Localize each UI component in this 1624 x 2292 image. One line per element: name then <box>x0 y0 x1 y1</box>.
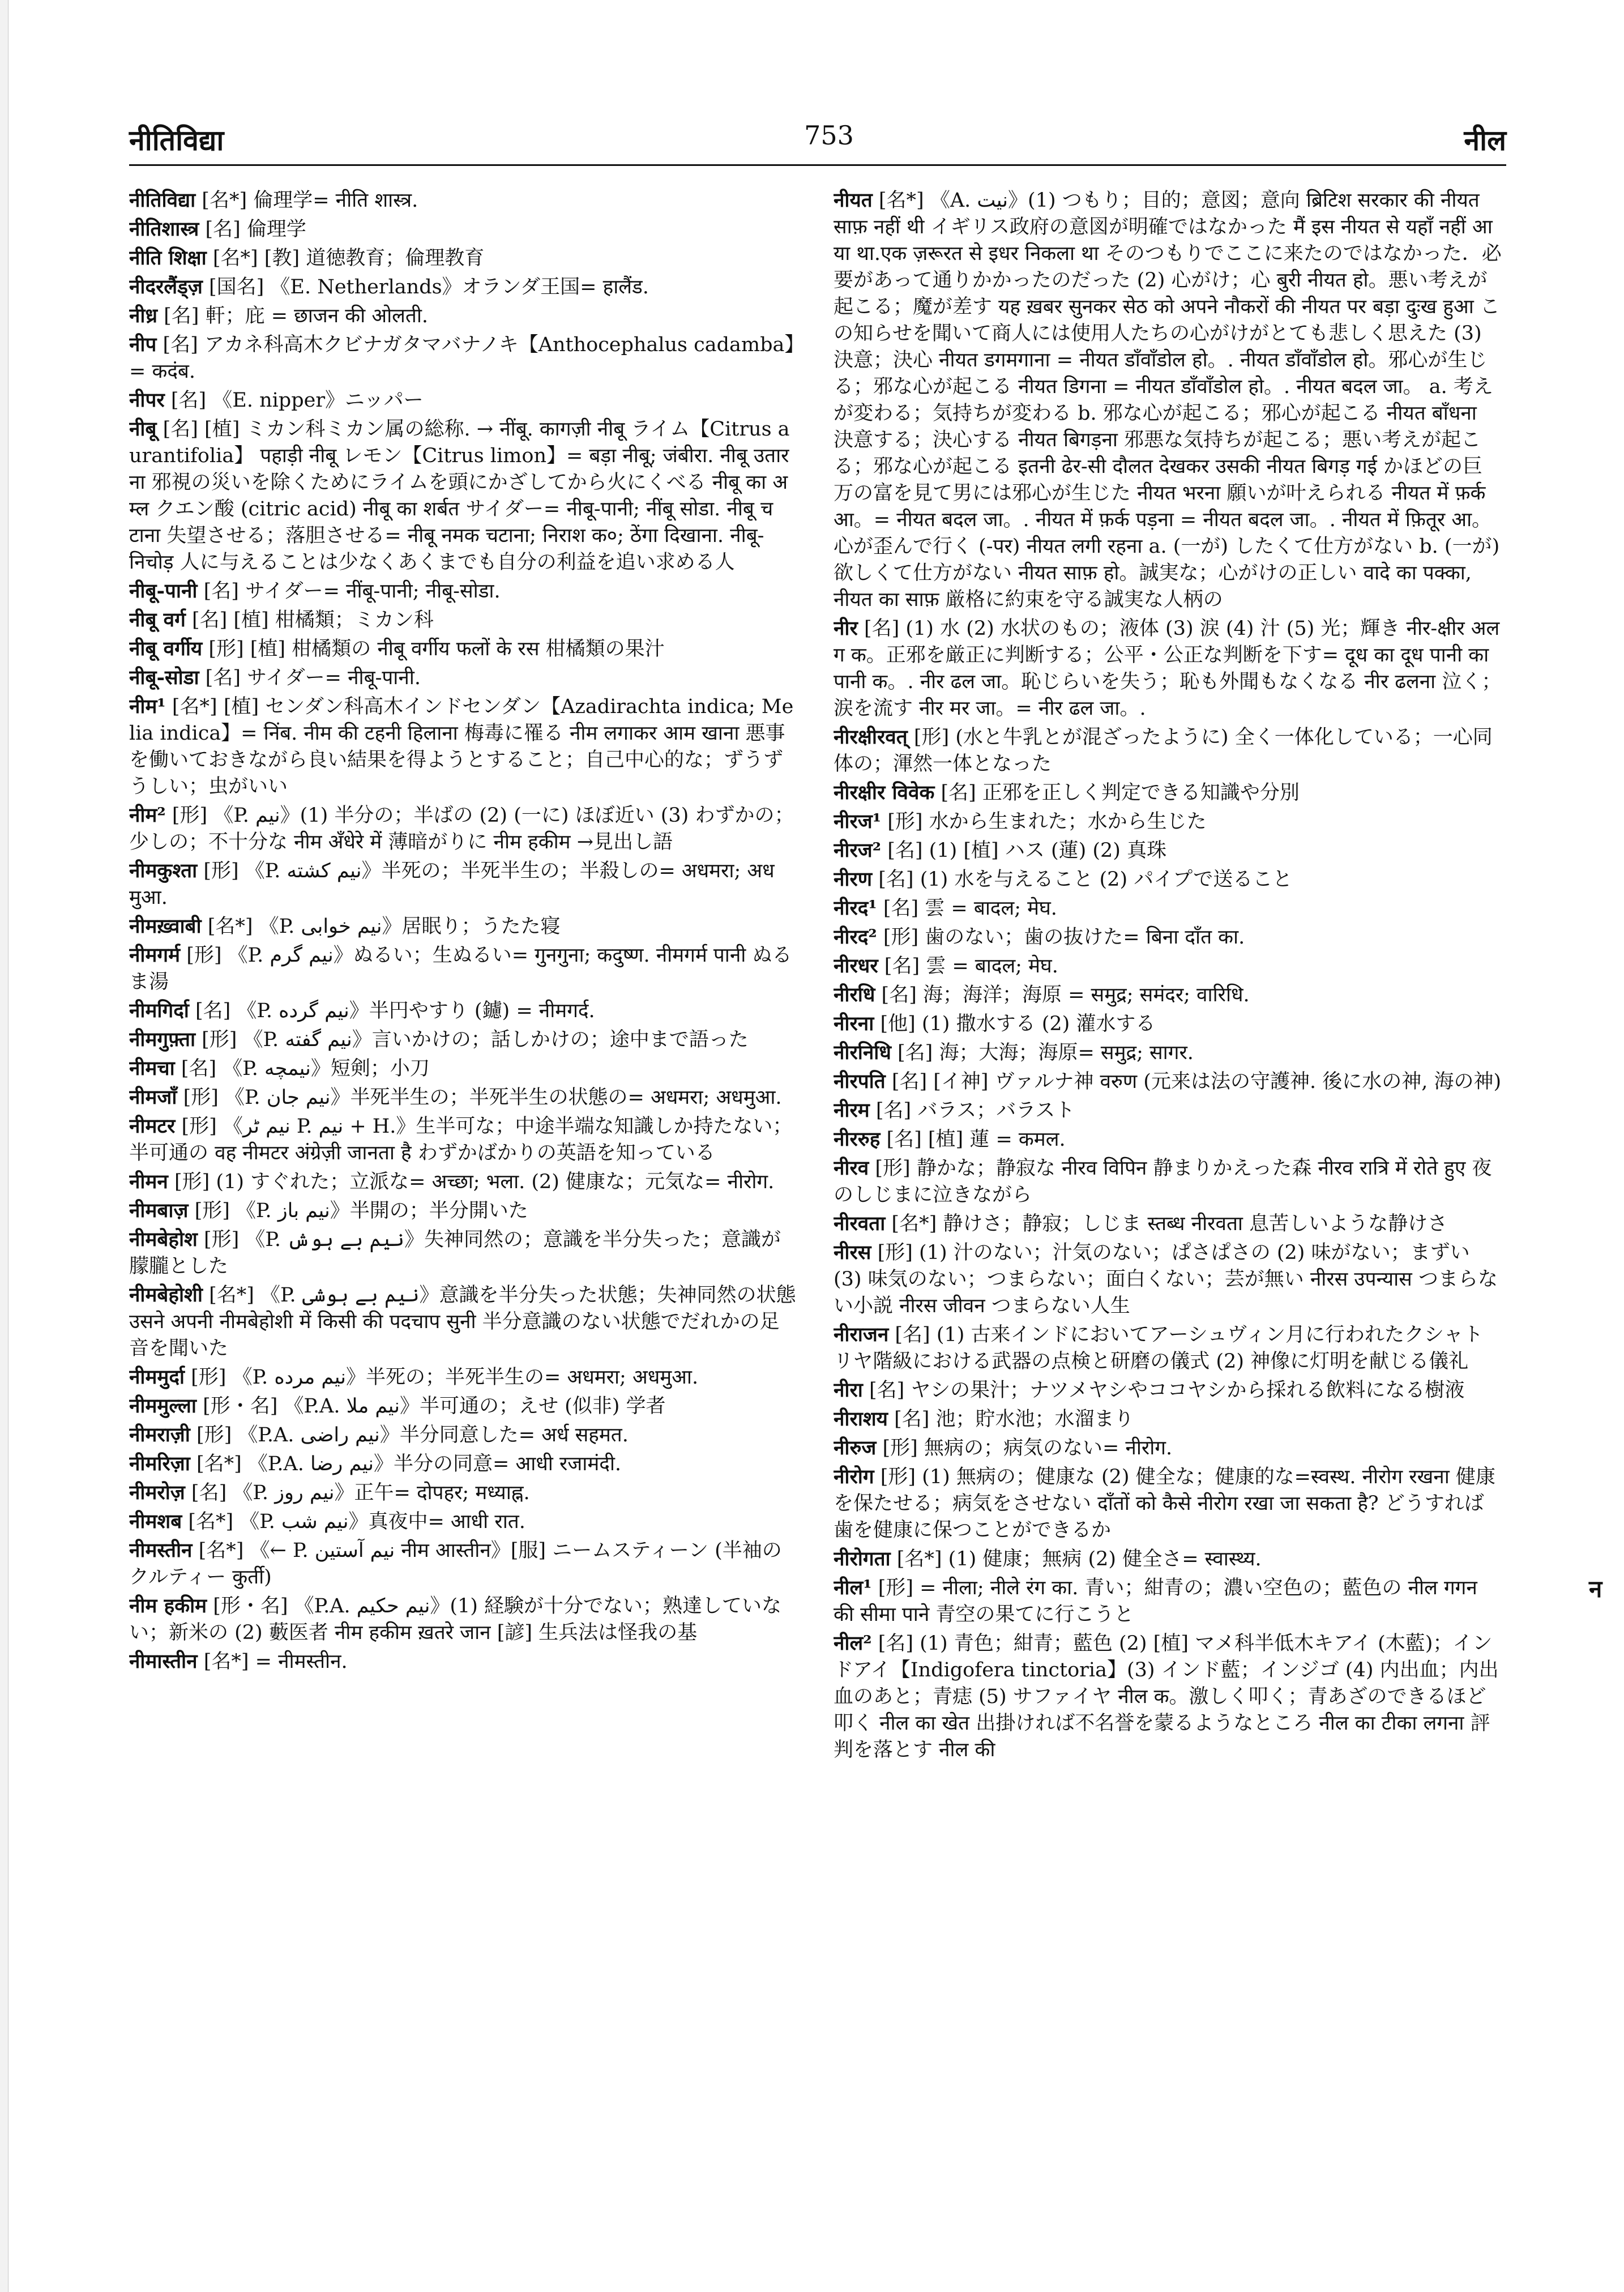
definition: [形] 《P. نیم گفته》言いかけの；話しかけの；途中まで語った <box>202 1028 749 1051</box>
dictionary-entry <box>129 1422 797 1449</box>
definition: [名*] 《← P. نیم آستین नीम आस्तीन》[服] ニームスティーン (半袖のクルティー कुर्ती) <box>129 1539 782 1589</box>
dictionary-entry <box>129 387 797 414</box>
definition: [名*] 倫理学= नीति शास्त्र. <box>202 189 418 212</box>
headword: नीरधर <box>834 954 878 978</box>
definition: [名*] [植] センダン科高木インドセンダン【Azadirachta indica; Melia indica】= निंब. नीम की टहनी हिलाना 梅毒に罹る नीम लगाकर आम खाना 悪事を働いておきながら良い結果を得ようとすること；自己中心的な；ずうずうしい；虫がいい <box>129 695 794 798</box>
headword: नील¹ <box>834 1576 872 1599</box>
headword: नीबू वर्गीय <box>129 637 203 660</box>
headword: नीतिविद्या <box>129 189 196 212</box>
definition: [形] (1) すぐれた；立派な= अच्छा; भला. (2) 健康な；元気な= नीरोग. <box>174 1171 775 1193</box>
headword: नीप <box>129 333 157 356</box>
definition: [名] 雲 = बादल; मेघ. <box>884 955 1058 978</box>
dictionary-entry <box>129 1479 797 1506</box>
definition: [形] (1) 無病の；健康な (2) 健全な；健康的な=स्वस्थ. नीरोग रखना 健康を保たせる；病気をさせない दाँतों को कैसे नीरोग रखा जा सकता है? どうすれば歯を健康に保つことができるか <box>834 1466 1495 1542</box>
definition: [名] サイダー= नीबू-पानी. <box>205 667 421 689</box>
definition: [名] 海；海洋；海原 = समुद्र; समंदर; वारिधि. <box>881 984 1250 1006</box>
dictionary-entry <box>834 1630 1502 1764</box>
headword: नीरम <box>834 1099 870 1122</box>
dictionary-entry <box>834 724 1502 778</box>
dictionary-entry <box>129 1282 797 1362</box>
headword: नीमगिर्दा <box>129 999 189 1022</box>
page-number: 753 <box>804 120 854 151</box>
definition: [名] (1) [植] ハス (蓮) (2) 真珠 <box>887 839 1167 862</box>
headword: नीमरोज़ <box>129 1481 185 1504</box>
definition: [名] 軒；庇 = छाजन की ओलती. <box>164 305 429 327</box>
dictionary-entry <box>129 1364 797 1391</box>
headword: नीममुल्ला <box>129 1394 196 1418</box>
dictionary-entry <box>129 942 797 996</box>
dictionary-entry <box>129 1537 797 1591</box>
dictionary-entry <box>129 607 797 634</box>
definition: [名] [植] 柑橘類；ミカン科 <box>191 609 434 631</box>
definition: [名] 池；貯水池；水溜まり <box>894 1408 1134 1431</box>
definition: [名] (1) 水を与えること (2) パイプで送ること <box>878 868 1293 891</box>
definition: [国名] 《E. Netherlands》オランダ王国= हालैंड. <box>208 276 649 298</box>
headword: नीरद¹ <box>834 897 877 920</box>
headword: नीराशय <box>834 1407 888 1431</box>
definition: [形] 無病の；病気のない= नीरोग. <box>882 1437 1173 1459</box>
headword: नीतिशास्त्र <box>129 217 199 241</box>
headword: नीबू <box>129 417 157 441</box>
definition: [名] (1) 古来インドにおいてアーシュヴィン月に行われたクシャトリヤ階級における武器の点検と研磨の儀式 (2) 神像に灯明を献じる儀礼 <box>834 1324 1484 1373</box>
dictionary-entry <box>834 1210 1502 1237</box>
headword: नीमराज़ी <box>129 1423 190 1446</box>
header-rule <box>129 164 1506 166</box>
dictionary-entry <box>129 857 797 911</box>
dictionary-entry <box>834 1574 1502 1628</box>
definition: [名*] [教] 道徳教育；倫理教育 <box>212 247 485 270</box>
definition: [名*] 《P. نیم شب》真夜中= आधी रात. <box>188 1510 525 1533</box>
definition: [名*] 《P. نیم خوابی》居眠り；うたた寝 <box>207 915 561 938</box>
definition: [名] (1) 水 (2) 水状のもの；液体 (3) 涙 (4) 汁 (5) 光；輝き नीर-क्षीर अलग क。正邪を厳正に判断する；公平・公正な判断を下す= दूध का दूध पानी का पानी क。. नीर ढल जा。恥じらいを失う；恥も外聞もなくなる नीर ढलना 泣く；涙を流す नीर मर जा。= नीर ढल जा。. <box>834 617 1502 720</box>
dictionary-entry <box>834 1126 1502 1153</box>
dictionary-entry <box>129 1113 797 1167</box>
definition: [名] (1) 青色；紺青；藍色 (2) [植] マメ科半低木キアイ (木藍)；インドアイ【Indigofera tinctoria】(3) インド藍；インジゴ (4) 内出血；内出血のあと；青痣 (5) サファイヤ नील क。激しく叩く；青あざのできるほど叩く नील का खेत 出掛ければ不名誉を蒙るようなところ नील का टीका लगना 評判を落とす नील की <box>834 1632 1499 1761</box>
definition: [名*] 静けさ；静寂；しじま स्तब्ध नीरवता 息苦しいような静けさ <box>891 1213 1448 1235</box>
headword: नीमचा <box>129 1057 175 1080</box>
headword: नीमरिज़ा <box>129 1452 190 1475</box>
dictionary-entry <box>129 274 797 301</box>
headword: नीम हकीम <box>129 1594 207 1617</box>
dictionary-entry <box>834 866 1502 893</box>
definition: [名*] 《P.A. نیم رضا》半分の同意= आधी रजामंदी. <box>196 1453 622 1475</box>
dictionary-entry <box>834 615 1502 722</box>
definition: [形] 《نیم ٹر P. نیم + H.》生半可な；中途半端な知識しか持たない；半可通の वह नीमटर अंग्रेज़ी जानता है わずかばかりの英語を知っている <box>129 1115 793 1164</box>
definition: [名] [植] ミカン科ミカン属の総称. → नींबू. कागज़ी नीबू ライム【Citrus aurantifolia】 पहाड़ी नीबू レモン【Citrus limon】= बड़ा नीबू; जंबीरा. नीबू उतारना 邪視の災いを除くためにライムを頭にかざしてから火にくべる नीबू का अम्ल クエン酸 (citric acid) नीबू का शर्बत サイダー= नीबू-पानी; नींबू सोडा. नीबू चटाना 失望させる；落胆させる= नीबू नमक चटाना; निराश क०; ठेंगा दिखाना. नीबू-निचोड़ 人に与えることは少なくあくまでも自分の利益を追い求める人 <box>129 418 790 574</box>
dictionary-entry <box>129 1393 797 1420</box>
definition: [名*] = नीमस्तीन. <box>203 1650 348 1673</box>
headword: नीमबेहोशी <box>129 1283 203 1307</box>
dictionary-entry <box>129 1055 797 1082</box>
definition: [名] サイダー= नींबू-पानी; नीबू-सोडा. <box>203 580 501 603</box>
definition: [名*] 《A. نیت》(1) つもり；目的；意図；意向 ब्रिटिश सरकार की नीयत साफ़ नहीं थी イギリス政府の意図が明確ではなかった मैं इस नीयत से यहाँ नहीं आया था.एक ज़रूरत से इधर निकला था そのつもりでここに来たのではなかった．必要があって通りかかったのだった (2) 心がけ；心 बुरी नीयत हो。悪い考えが起こる；魔が差す यह ख़बर सुनकर सेठ को अपने नौकरों की नीयत पर बड़ा दुःख हुआ この知らせを聞いて商人には使用人たちの心がけがとても悲しく思えた (3) 決意；決心 नीयत डगमगाना = नीयत डाँवाँडोल हो。. नीयत डाँवाँडोल हो。邪心が生じる；邪な心が起こる नीयत डिगना = नीयत डाँवाँडोल हो。. नीयत बदल जा。 a. 考えが変わる；気持ちが変わる b. 邪な心が起こる；邪心が起こる नीयत बाँधना 決意する；決心する नीयत बिगड़ना 邪悪な気持ちが起こる；悪い考えが起こる；邪な心が起こる इतनी ढेर-सी दौलत देखकर उसकी नीयत बिगड़ गई かほどの巨万の富を見て男には邪心が生じた नीयत भरना 願いが叶えられる नीयत में फ़र्क आ。= नीयत बदल जा。. नीयत में फ़र्क पड़ना = नीयत बदल जा。. नीयत में फ़ितूर आ。心が歪んで行く (-पर) नीयत लगी रहना a. (一が) したくて仕方がない b. (一が) 欲しくて仕方がない नीयत साफ़ हो。誠実な；心がけの正しい वादे का पक्का, नीयत का साफ़ 厳格に約束を守る誠実な人柄の <box>834 189 1502 611</box>
dictionary-entry <box>129 664 797 692</box>
dictionary-entry <box>129 1648 797 1675</box>
headword: नीममुर्दा <box>129 1365 185 1389</box>
right-column <box>834 187 1502 2260</box>
headword: नीरनिधि <box>834 1041 891 1064</box>
headword: नीरव <box>834 1156 869 1180</box>
dictionary-entry <box>834 1097 1502 1124</box>
definition: [形・名] 《P.A. نیم حکیم》(1) 経験が十分でない；熟達していない；新米の (2) 藪医者 नीम हकीम ख़तरे जान [諺] 生兵法は怪我の基 <box>129 1595 782 1644</box>
headword: नीयत <box>834 189 873 212</box>
headword: नीमकुश्ता <box>129 859 198 882</box>
definition: [名] バラス；バラスト <box>875 1099 1075 1122</box>
dictionary-entry <box>129 187 797 214</box>
dictionary-entry <box>129 416 797 576</box>
headword: नीम² <box>129 804 166 827</box>
headword: नीरना <box>834 1012 874 1035</box>
definition: [形] 静かな；静寂な नीरव विपिन 静まりかえった森 नीरव रात्रि में रोते हुए 夜のしじまに泣きながら <box>834 1157 1492 1206</box>
definition: [他] (1) 撒水する (2) 灌水する <box>880 1013 1156 1035</box>
headword: नीदरलैंड्ज़ <box>129 275 203 298</box>
definition: [形] (1) 汁のない；汁気のない；ぱさぱさの (2) 味がない；まずい (3) 味気のない；つまらない；面白くない；芸が無い नीरस उपन्यास つまらない小説 नीरस जीवन つまらない人生 <box>834 1241 1498 1317</box>
definition: [形] 歯のない；歯の抜けた= बिना दाँत का. <box>883 926 1245 949</box>
dictionary-entry <box>129 1168 797 1196</box>
definition: [形・名] 《P.A. نیم ملا》半可通の；えせ (似非) 学者 <box>203 1395 666 1418</box>
headword: नीरद² <box>834 925 877 949</box>
dictionary-entry <box>834 1068 1502 1095</box>
dictionary-entry <box>129 1084 797 1111</box>
definition: [形] 水から生まれた；水から生じた <box>887 810 1207 833</box>
dictionary-entry <box>834 1377 1502 1404</box>
headword: नीरस <box>834 1241 871 1264</box>
headword: नीम¹ <box>129 695 166 718</box>
dictionary-entry <box>834 924 1502 951</box>
dictionary-entry <box>834 1239 1502 1320</box>
dictionary-entry <box>834 1039 1502 1066</box>
definition: [名] 倫理学 <box>205 218 306 241</box>
thumb-index-letter: न <box>1589 1575 1602 1603</box>
dictionary-entry <box>834 953 1502 980</box>
headword: नीबू-सोडा <box>129 666 199 689</box>
dictionary-entry <box>834 779 1502 806</box>
running-head-right: नील <box>1464 123 1506 157</box>
definition: [名] 正邪を正しく判定できる知識や分別 <box>941 782 1300 804</box>
dictionary-entry <box>129 1508 797 1535</box>
headword: नीबू-पानी <box>129 579 198 603</box>
headword: नीरण <box>834 868 873 891</box>
dictionary-entry <box>129 1197 797 1224</box>
definition: [名] 海；大海；海原= समुद्र; सागर. <box>898 1042 1194 1064</box>
headword: नीध्र <box>129 304 158 327</box>
headword: नीमबाज़ <box>129 1199 189 1222</box>
dictionary-entry <box>129 331 797 385</box>
dictionary-entry <box>834 1155 1502 1209</box>
dictionary-entry <box>834 981 1502 1009</box>
dictionary-entry <box>834 808 1502 835</box>
dictionary-entry <box>129 997 797 1025</box>
headword: नीरधि <box>834 983 875 1006</box>
headword: नीबू वर्ग <box>129 608 186 631</box>
page-binding-edge <box>0 0 8 2292</box>
headword: नीरपति <box>834 1070 886 1093</box>
left-column <box>129 187 797 2260</box>
definition: [名] 《P. نیمچه》短剣；小刀 <box>181 1057 430 1080</box>
dictionary-entry <box>129 1226 797 1280</box>
definition: [名] 《P. نیم روز》正午= दोपहर; मध्याह्न. <box>191 1482 530 1504</box>
definition: [名] [イ神] ヴァルナ神 वरुण (元来は法の守護神. 後に水の神, 海の神) <box>891 1070 1502 1093</box>
headword: नीरोग <box>834 1465 874 1488</box>
definition: [形] 《P. نیم جان》半死半生の；半死半生の状態の= अधमरा; अधमुआ. <box>183 1086 782 1109</box>
headword: नीमख़्वाबी <box>129 915 202 938</box>
headword: नीमन <box>129 1170 168 1193</box>
dictionary-entry <box>834 1010 1502 1038</box>
headword: नीरोगता <box>834 1547 891 1570</box>
headword: नीपर <box>129 389 165 412</box>
headword: नीरुज <box>834 1436 877 1459</box>
headword: नीमस्तीन <box>129 1539 193 1562</box>
definition: [名*] (1) 健康；無病 (2) 健全さ= स्वास्थ्य. <box>896 1548 1262 1570</box>
running-head-left: नीतिविद्या <box>129 123 224 157</box>
definition: [形] 《P. نیم گرم》ぬるい；生ぬるい= गुनगुना; कदुष्ण. नीमगर्म पानी ぬるま湯 <box>129 944 792 993</box>
dictionary-entry <box>129 635 797 663</box>
headword: नीरज¹ <box>834 810 882 833</box>
definition: [形] 《P.A. نیم راضی》半分同意した= अर्ध सहमत. <box>196 1424 629 1446</box>
headword: नीरक्षीर विवेक <box>834 781 935 804</box>
headword: नीर <box>834 617 858 640</box>
dictionary-entry <box>834 1321 1502 1375</box>
definition: [形] = नीला; नीले रंग का. 青い；紺青の；濃い空色の；藍色の नील गगन की सीमा पाने 青空の果てに行こうと <box>834 1577 1477 1626</box>
definition: [名] ヤシの果汁；ナツメヤシやココヤシから採れる飲料になる樹液 <box>869 1379 1465 1402</box>
headword: नीमबेहोश <box>129 1228 198 1251</box>
definition: [名] アカネ科高木クビナガタマバナノキ【Anthocephalus cadamba】= कदंब. <box>129 334 794 383</box>
headword: नीराजन <box>834 1323 889 1346</box>
dictionary-entry <box>129 1026 797 1053</box>
dictionary-entry <box>834 837 1502 864</box>
headword: नीमगुफ़्ता <box>129 1028 196 1051</box>
dictionary-entry <box>834 1546 1502 1573</box>
definition: [名] 《E. nipper》ニッパー <box>170 389 424 412</box>
headword: नीमशब <box>129 1510 182 1533</box>
dictionary-entry <box>129 245 797 272</box>
headword: नीररुह <box>834 1128 881 1151</box>
dictionary-entry <box>834 1406 1502 1433</box>
headword: नीरा <box>834 1378 863 1402</box>
headword: नीति शिक्षा <box>129 246 207 270</box>
definition: [名] 《P. نیم گرده》半円やすり (鑢) = नीमगर्द. <box>195 1000 595 1022</box>
definition: [名*] 《P. نیم بے ہوشی》意識を半分失った状態；失神同然の状態 उसने अपनी नीमबेहोशी में किसी की पदचाप सुनी 半分意識のない状態でだれかの足音を聞いた <box>129 1284 796 1360</box>
definition: [名] [植] 蓮 = कमल. <box>886 1128 1066 1151</box>
dictionary-entry <box>129 693 797 800</box>
definition: [形] [植] 柑橘類の नीबू वर्गीय फलों के रस 柑橘類の果汁 <box>208 638 665 660</box>
definition: [形] 《P. نیم باز》半開の；半分開いた <box>194 1200 528 1222</box>
headword: नीरवता <box>834 1212 886 1235</box>
definition: [形] 《P. نیم کشته》半死の；半死半生の；半殺しの= अधमरा; अधमुआ. <box>129 860 775 909</box>
headword: नीमगर्म <box>129 944 181 967</box>
dictionary-entry <box>129 1593 797 1646</box>
definition: [形] (水と牛乳とが混ざったように) 全く一体化している；一心同体の；渾然一体となった <box>834 726 1493 775</box>
headword: नीरज² <box>834 839 882 862</box>
headword: नीमटर <box>129 1115 176 1138</box>
dictionary-entry <box>129 1450 797 1478</box>
dictionary-entry <box>834 1463 1502 1544</box>
dictionary-entry <box>834 1435 1502 1462</box>
dictionary-entry <box>129 302 797 330</box>
headword: नीमास्तीन <box>129 1650 198 1673</box>
headword: नीमजाँ <box>129 1086 177 1109</box>
dictionary-entry <box>834 895 1502 922</box>
dictionary-entry <box>834 187 1502 613</box>
definition: [形] 《P. نیم مرده》半死の；半死半生の= अधमरा; अधमुआ. <box>191 1366 699 1389</box>
dictionary-entry <box>129 216 797 243</box>
definition: [形] 《P. نیم》(1) 半分の；半ばの (2) (一に) ほぼ近い (3) わずかの；少しの；不十分な नीम अँधेरे में 薄暗がりに नीम हकीम →見出し語 <box>129 804 794 853</box>
headword: नील² <box>834 1632 872 1655</box>
dictionary-entry <box>129 913 797 940</box>
dictionary-entry <box>129 802 797 856</box>
dictionary-entry <box>129 578 797 605</box>
definition: [形] 《P. نیم بے ہوش》失神同然の；意識を半分失った；意識が朦朧とした <box>129 1228 781 1278</box>
definition: [名] 雲 = बादल; मेघ. <box>883 897 1057 920</box>
headword: नीरक्षीरवत् <box>834 725 908 749</box>
